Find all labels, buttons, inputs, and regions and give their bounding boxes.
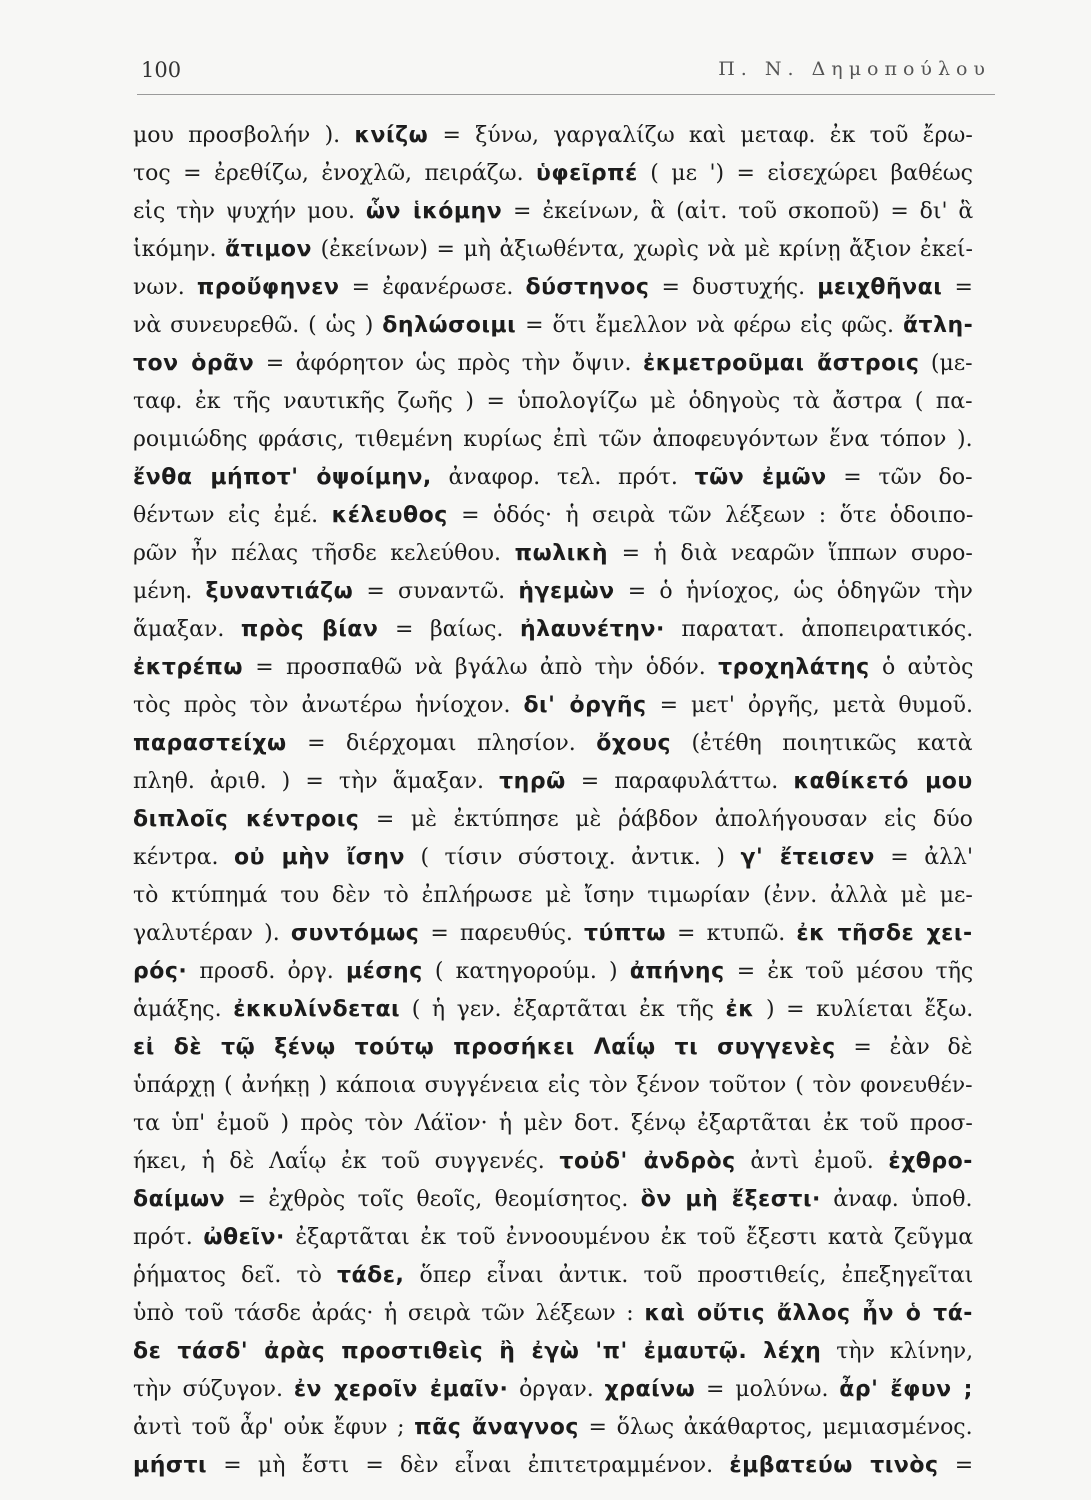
text-line <box>133 953 973 991</box>
lemma-term: ἐκκυλίνδεται <box>233 997 401 1022</box>
gloss-text: ἀναφ. ὑποθ. <box>820 1187 973 1212</box>
lemma-term: τηρῶ <box>499 769 566 794</box>
lemma-term: ρός· <box>133 959 188 984</box>
lemma-term: πᾶς ἄναγνος <box>414 1415 579 1440</box>
text-line <box>133 877 973 915</box>
text-line <box>133 383 973 421</box>
lemma-term: τοὐδ' ἀνδρὸς <box>559 1149 736 1174</box>
lemma-term: ἔνθα μήποτ' ὀψοίμην, <box>133 465 432 490</box>
text-line <box>133 1409 973 1447</box>
lemma-term: τον ὁρᾶν <box>133 351 255 376</box>
gloss-text: = ὁδός· ἡ σειρὰ τῶν λέξεων : ὅτε ὁδοιπο- <box>447 503 973 528</box>
gloss-text: μένη. <box>133 579 206 604</box>
lemma-term: πρὸς βίαν <box>240 617 379 642</box>
lemma-term: διπλοῖς κέντροις <box>133 807 360 832</box>
gloss-text: εἰς τὴν ψυχήν μου. <box>133 199 366 224</box>
lemma-term: ἄτιμον <box>225 237 313 262</box>
gloss-text: = παρευθύς. <box>419 921 584 946</box>
gloss-text: τὴν κλίνην, <box>821 1339 973 1364</box>
text-line <box>133 535 973 573</box>
gloss-text: (ἐτέθη ποιητικῶς κατὰ <box>671 731 973 756</box>
gloss-text: = μολύνω. <box>695 1377 840 1402</box>
text-line <box>133 231 973 269</box>
gloss-text: ἱκόμην. <box>133 237 226 262</box>
gloss-text: = παραφυλάττω. <box>565 769 794 794</box>
gloss-text: ( τίσιν σύστοιχ. ἀντικ. ) <box>404 845 741 870</box>
lemma-term: εἰ δὲ τῷ ξένῳ τούτῳ προσήκει Λαΐῳ τι συγγενὲς <box>133 1035 836 1060</box>
text-line <box>133 1333 973 1371</box>
lemma-term: ἐκ <box>725 997 755 1022</box>
text-line <box>133 687 973 725</box>
gloss-text: τὴν σύζυγον. <box>133 1377 294 1402</box>
text-line <box>133 1067 973 1105</box>
body-text <box>133 117 973 1485</box>
lemma-term: δύστηνος <box>525 275 650 300</box>
gloss-text: = προσπαθῶ νὰ βγάλω ἀπὸ τὴν ὁδόν. <box>242 655 719 680</box>
gloss-text: = <box>938 1453 973 1478</box>
gloss-text: ταφ. ἐκ τῆς ναυτικῆς ζωῆς ) = ὑπολογίζω μὲ ὁδηγοὺς τὰ ἄστρα ( πα- <box>133 389 973 414</box>
lemma-term: συντόμως <box>290 921 420 946</box>
lemma-term: ἐν χεροῖν ἐμαῖν· <box>293 1377 509 1402</box>
gloss-text: = συναντῶ. <box>353 579 519 604</box>
gloss-text: = μὴ ἔστι = δὲν εἶναι ἐπιτετραμμένον. <box>207 1453 730 1478</box>
text-line <box>133 611 973 649</box>
gloss-text: = κτυπῶ. <box>665 921 797 946</box>
text-line <box>133 573 973 611</box>
gloss-text: = βαίως. <box>378 617 520 642</box>
lemma-term: παραστείχω <box>133 731 287 756</box>
gloss-text: = ἐκ τοῦ μέσου τῆς <box>724 959 973 984</box>
lemma-term: τροχηλάτης <box>718 655 870 680</box>
gloss-text: νων. <box>133 275 197 300</box>
gloss-text: ( κατηγορούμ. ) <box>422 959 630 984</box>
gloss-text: = ἐὰν δὲ <box>835 1035 973 1060</box>
gloss-text: τὸς πρὸς τὸν ἀνωτέρω ἡνίοχον. <box>133 693 524 718</box>
lemma-term: οὐ μὴν ἴσην <box>233 845 405 870</box>
text-line <box>133 1295 973 1333</box>
lemma-term: ἐκ τῆσδε χει- <box>796 921 973 946</box>
lemma-term: δε τάσδ' ἀρὰς προστιθεὶς ἢ ἐγὼ 'π' ἐμαυτῷ. λέχη <box>133 1339 822 1364</box>
text-line <box>133 1447 973 1485</box>
gloss-text: ἀντὶ ἐμοῦ. <box>735 1149 889 1174</box>
gloss-text: = ἐφανέρωσε. <box>339 275 526 300</box>
lemma-term: ξυναντιάζω <box>205 579 354 604</box>
text-line <box>133 345 973 383</box>
lemma-term: τῶν ἐμῶν <box>694 465 827 490</box>
lemma-term: τύπτω <box>583 921 666 946</box>
lemma-term: πωλικὴ <box>514 541 608 566</box>
lemma-term: κέλευθος <box>331 503 448 528</box>
lemma-term: ὃν μὴ ἔξεστι· <box>640 1187 821 1212</box>
gloss-text: ἐξαρτᾶται ἐκ τοῦ ἐννοουμένου ἐκ τοῦ ἔξεστι κατὰ ζεῦγμα <box>284 1225 973 1250</box>
lemma-term: ὠθεῖν· <box>203 1225 285 1250</box>
gloss-text: ( με ') = εἰσεχώρει βαθέως <box>637 161 973 186</box>
gloss-text: = δυστυχής. <box>649 275 818 300</box>
lemma-term: ἄτλη- <box>902 313 973 338</box>
lemma-term: καὶ οὔτις ἄλλος ἦν ὁ τά- <box>644 1301 973 1326</box>
gloss-text: πληθ. ἀριθ. ) = τὴν ἅμαξαν. <box>133 769 500 794</box>
lemma-term: τάδε, <box>337 1263 405 1288</box>
gloss-text: ὀργαν. <box>508 1377 605 1402</box>
text-line <box>133 915 973 953</box>
gloss-text: παρατατ. ἀποπειρατικός. <box>664 617 973 642</box>
gloss-text: = μετ' ὀργῆς, μετὰ θυμοῦ. <box>646 693 973 718</box>
text-line <box>133 155 973 193</box>
lemma-term: ἐκτρέπω <box>133 655 243 680</box>
lemma-term: ἐχθρο- <box>888 1149 973 1174</box>
gloss-text: γαλυτέραν ). <box>133 921 291 946</box>
lemma-term: προὔφηνεν <box>196 275 340 300</box>
gloss-text: = ἐχθρὸς τοῖς θεοῖς, θεομίσητος. <box>225 1187 641 1212</box>
text-line <box>133 193 973 231</box>
gloss-text: κέντρα. <box>133 845 234 870</box>
gloss-text: = ὅτι ἔμελλον νὰ φέρω εἰς φῶς. <box>516 313 903 338</box>
lemma-term: ὧν ἱκόμην <box>365 199 503 224</box>
text-line <box>133 801 973 839</box>
lemma-term: δαίμων <box>133 1187 226 1212</box>
text-line <box>133 307 973 345</box>
gloss-text: = ὅλως ἀκάθαρτος, μεμιασμένος. <box>578 1415 973 1440</box>
header-rule <box>137 94 995 95</box>
lemma-term: ἆρ' ἔφυν ; <box>839 1377 973 1402</box>
lemma-term: μέσης <box>345 959 423 984</box>
gloss-text: τα ὑπ' ἐμοῦ ) πρὸς τὸν Λάϊον· ἡ μὲν δοτ. ξένῳ ἐξαρτᾶται ἐκ τοῦ προσ- <box>133 1111 973 1136</box>
gloss-text: προσδ. ὀργ. <box>187 959 346 984</box>
gloss-text: ῥήματος δεῖ. τὸ <box>133 1263 337 1288</box>
lemma-term: ὄχους <box>596 731 672 756</box>
text-line <box>133 1143 973 1181</box>
lemma-term: ἐμβατεύω τινὸς <box>729 1453 939 1478</box>
gloss-text: = <box>942 275 973 300</box>
gloss-text: μου προσβολήν ). <box>133 123 355 148</box>
gloss-text: ροιμιώδης φράσις, τιθεμένη κυρίως ἐπὶ τῶν ἀποφευγόντων ἕνα τόπον ). <box>133 427 973 452</box>
text-line <box>133 1371 973 1409</box>
gloss-text: ( ἡ γεν. ἐξαρτᾶται ἐκ τῆς <box>400 997 726 1022</box>
lemma-term: ἐκμετροῦμαι ἄστροις <box>643 351 920 376</box>
text-line <box>133 1257 973 1295</box>
text-line <box>133 269 973 307</box>
gloss-text: = ἀφόρητον ὡς πρὸς τὴν ὄψιν. <box>254 351 643 376</box>
gloss-text: ἀναφορ. τελ. πρότ. <box>431 465 695 490</box>
gloss-text: (με- <box>919 351 973 376</box>
lemma-term: μειχθῆναι <box>817 275 943 300</box>
gloss-text: ) = κυλίεται ἔξω. <box>754 997 973 1022</box>
gloss-text: = μὲ ἐκτύπησε μὲ ῥάβδον ἀπολήγουσαν εἰς δύο <box>359 807 973 832</box>
running-head: Π. Ν. Δημοπούλου <box>718 58 991 80</box>
gloss-text: = ὁ ἡνίοχος, ὡς ὁδηγῶν τὴν <box>614 579 973 604</box>
gloss-text: = ἐκείνων, ἃ (αἰτ. τοῦ σκοποῦ) = δι' ἃ <box>502 199 973 224</box>
gloss-text: θέντων εἰς ἐμέ. <box>133 503 332 528</box>
gloss-text: ὁ αὐτὸς <box>869 655 973 680</box>
page-number: 100 <box>141 58 182 82</box>
lemma-term: ἀπήνης <box>629 959 725 984</box>
text-line <box>133 459 973 497</box>
text-line <box>133 1029 973 1067</box>
lemma-term: καθίκετό μου <box>793 769 973 794</box>
lemma-term: δηλώσοιμι <box>382 313 517 338</box>
text-line <box>133 725 973 763</box>
text-line <box>133 421 973 459</box>
lemma-term: χραίνω <box>604 1377 696 1402</box>
gloss-text: ρῶν ἦν πέλας τῆσδε κελεύθου. <box>133 541 515 566</box>
gloss-text: ὑπάρχῃ ( ἀνήκῃ ) κάποια συγγένεια εἰς τὸν ξένον τοῦτον ( τὸν φονευθέν- <box>133 1073 973 1098</box>
gloss-text: τος = ἐρεθίζω, ἐνοχλῶ, πειράζω. <box>133 161 537 186</box>
text-line <box>133 991 973 1029</box>
gloss-text: ὑπὸ τοῦ τάσδε ἀράς· ἡ σειρὰ τῶν λέξεων : <box>133 1301 645 1326</box>
text-line <box>133 649 973 687</box>
gloss-text: = ἡ διὰ νεαρῶν ἵππων συρο- <box>607 541 973 566</box>
text-line <box>133 117 973 155</box>
text-line <box>133 1219 973 1257</box>
lemma-term: γ' ἔτεισεν <box>740 845 875 870</box>
gloss-text: ήκει, ἡ δὲ Λαΐῳ ἐκ τοῦ συγγενές. <box>133 1149 560 1174</box>
lemma-term: ὑφεῖρπέ <box>536 161 638 186</box>
gloss-text: = ἀλλ' <box>874 845 973 870</box>
lemma-term: μήστι <box>133 1453 208 1478</box>
lemma-term: δι' ὀργῆς <box>523 693 647 718</box>
gloss-text: ἁμάξης. <box>133 997 234 1022</box>
gloss-text: πρότ. <box>133 1225 204 1250</box>
text-line <box>133 497 973 535</box>
gloss-text: = τῶν δο- <box>826 465 973 490</box>
text-line <box>133 1181 973 1219</box>
lemma-term: ἡγεμὼν <box>518 579 615 604</box>
gloss-text: ὅπερ εἶναι ἀντικ. τοῦ προστιθείς, ἐπεξηγεῖται <box>404 1263 973 1288</box>
gloss-text: = ξύνω, γαργαλίζω καὶ μεταφ. ἐκ τοῦ ἔρω- <box>428 123 973 148</box>
gloss-text: ἅμαξαν. <box>133 617 241 642</box>
gloss-text: = διέρχομαι πλησίον. <box>286 731 597 756</box>
gloss-text: ἀντὶ τοῦ ἆρ' οὐκ ἔφυν ; <box>133 1415 415 1440</box>
lemma-term: ἠλαυνέτην· <box>519 617 665 642</box>
lemma-term: κνίζω <box>354 123 429 148</box>
text-line <box>133 839 973 877</box>
gloss-text: νὰ συνευρεθῶ. ( ὡς ) <box>133 313 383 338</box>
text-line <box>133 763 973 801</box>
gloss-text: τὸ κτύπημά του δὲν τὸ ἐπλήρωσε μὲ ἴσην τιμωρίαν (ἐνν. ἀλλὰ μὲ με- <box>133 883 973 908</box>
gloss-text: (ἐκείνων) = μὴ ἀξιωθέντα, χωρὶς νὰ μὲ κρίνῃ ἄξιον ἐκεί- <box>312 237 973 262</box>
text-line <box>133 1105 973 1143</box>
